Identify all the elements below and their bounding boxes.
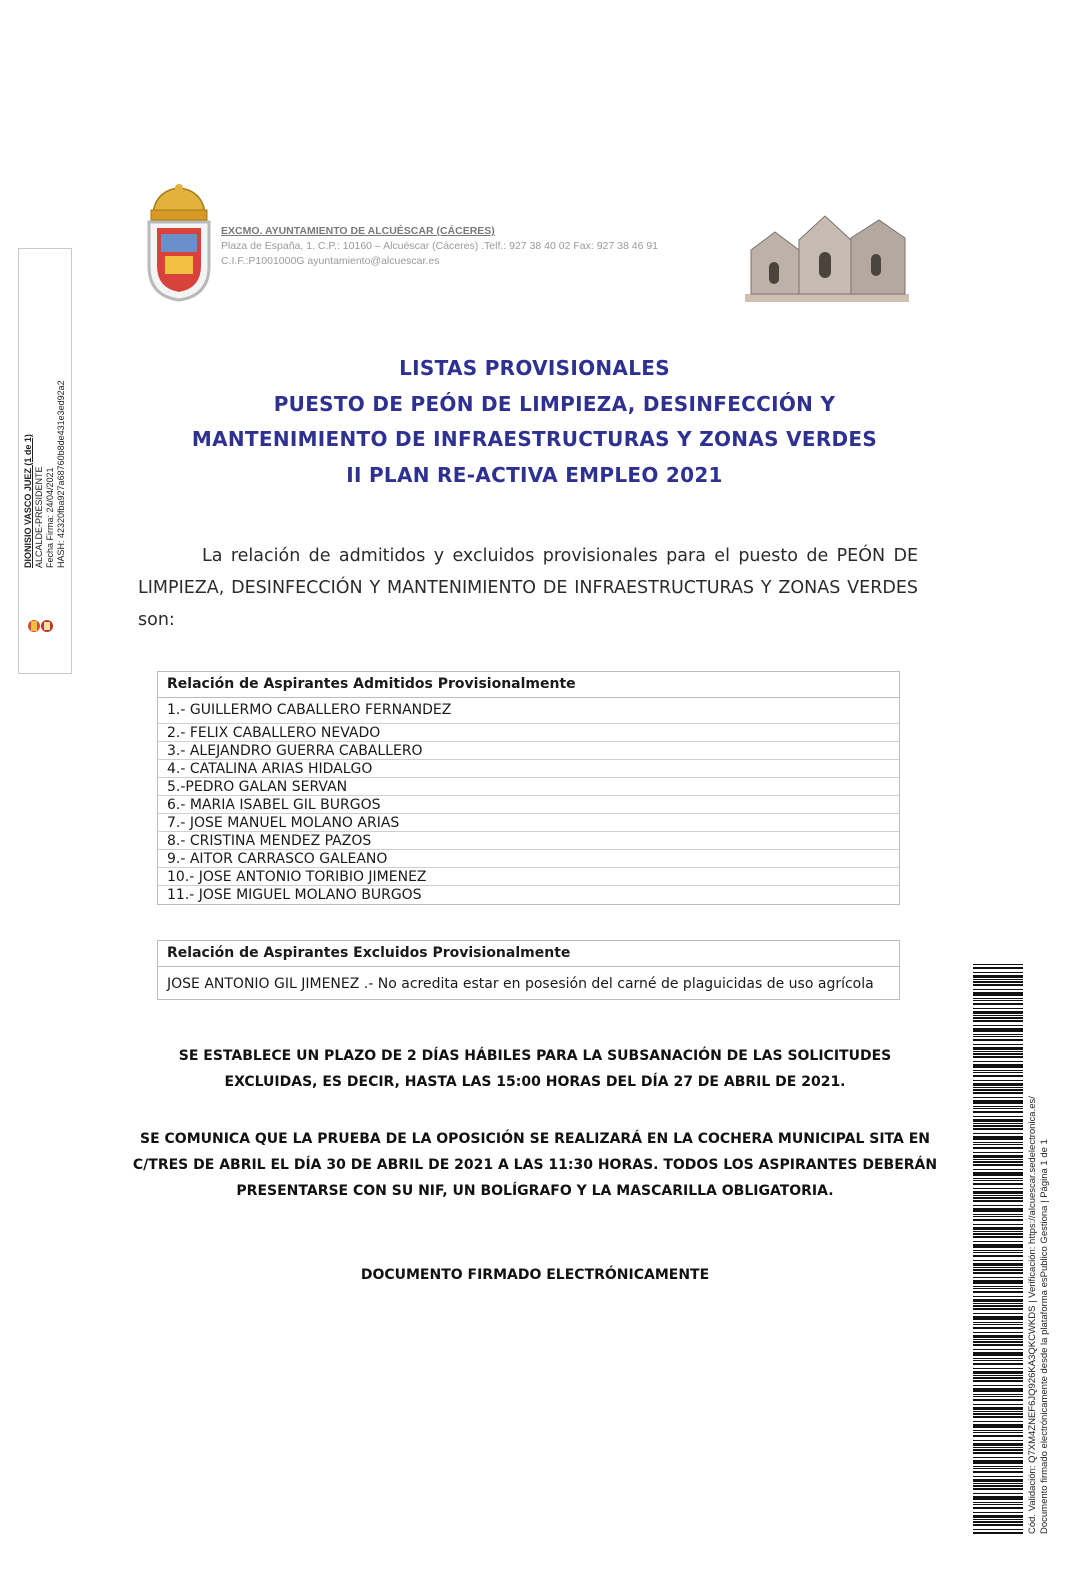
table-row: 1.- GUILLERMO CABALLERO FERNANDEZ [158,698,899,724]
barcode-bar [973,1363,1023,1365]
barcode-bar [973,1421,1023,1422]
barcode-bar [973,1111,1023,1113]
barcode-bar [973,1291,1023,1293]
barcode-bar [973,1380,1023,1382]
barcode-bar [973,1424,1023,1428]
admitted-table-header: Relación de Aspirantes Admitidos Provisionalmente [158,672,899,698]
title-line-2: PUESTO DE PEÓN DE LIMPIEZA, DESINFECCIÓN Y [273,392,836,416]
barcode-bar [973,1061,1023,1062]
barcode-bar [973,1280,1023,1284]
barcode-bar [973,1432,1023,1433]
barcode-bar [973,1507,1023,1509]
admitted-table [157,671,900,905]
barcode-bar [973,1375,1023,1376]
table-row: JOSE ANTONIO GIL JIMENEZ .- No acredita estar en posesión del carné de plaguicidas de uso agrícola [167,976,874,992]
barcode-bar [973,1053,1023,1055]
barcode-bar [973,1020,1023,1022]
barcode-bar [973,1169,1023,1170]
barcode-bar [973,1159,1023,1160]
barcode-bar [973,1308,1023,1310]
barcode-bar [973,1123,1023,1124]
exam-notice: SE COMUNICA QUE LA PRUEBA DE LA OPOSICIÓN SE REALIZARÁ EN LA COCHERA MUNICIPAL SITA EN C/TRES DE ABRIL EL DÍA 30 DE ABRIL DE 2021 A LAS 11:30 HORAS. TODOS LOS ASPIRANTES DEBERÁN PRESENTARSE CON SU NIF, UN BOLÍGRAFO Y LA MASCARILLA OBLIGATORIA. [132,1131,938,1199]
deadline-notice: SE ESTABLECE UN PLAZO DE 2 DÍAS HÁBILES PARA LA SUBSANACIÓN DE LAS SOLICITUDES EXCLUIDAS, ES DECIR, HASTA LAS 15:00 HORAS DEL DÍA 27 DE ABRIL DE 2021. [178,1048,892,1090]
barcode-bar [973,1377,1023,1379]
barcode-bar [973,1003,1023,1005]
barcode-bar [973,1299,1023,1302]
table-row: 8.- CRISTINA MENDEZ PAZOS [158,832,899,850]
barcode-bar [973,1449,1023,1451]
barcode-bar [973,1267,1023,1268]
title-line-3: MANTENIMIENTO DE INFRAESTRUCTURAS Y ZONAS VERDES [191,427,878,451]
organization-cif: C.I.F.:P1001000G ayuntamiento@alcuescar.es [221,255,440,267]
barcode-bar [973,1125,1023,1127]
barcode-bar [973,1447,1023,1448]
barcode-bar [973,1119,1023,1122]
barcode-bar [973,1416,1023,1418]
barcode-bar [973,981,1023,983]
signed-notice: DOCUMENTO FIRMADO ELECTRÓNICAMENTE [360,1267,710,1283]
barcode-bar [973,1036,1023,1037]
barcode-bar [973,1440,1023,1441]
barcode-bar [973,1097,1023,1098]
barcode-bar [973,1155,1023,1158]
barcode-bar [973,1208,1023,1212]
coat-of-arms-icon [143,182,215,308]
barcode-bar [973,1216,1023,1217]
barcode-bar [973,1172,1023,1176]
barcode-bar [973,1161,1023,1163]
barcode-bar [973,1443,1023,1446]
stamp-date: Fecha Firma: 24/04/2021 [45,467,55,568]
title-line-1: LISTAS PROVISIONALES [399,356,670,380]
table-row: 4.- CATALINA ARIAS HIDALGO [158,760,899,778]
barcode-bar [973,1504,1023,1505]
barcode-bar [973,1231,1023,1232]
barcode-bar [973,1072,1023,1073]
barcode-bar [973,1358,1023,1359]
intro-text: La relación de admitidos y excluidos provisionales para el puesto de PEÓN DE LIMPIEZA, DESINFECCIÓN Y MANTENIMIENTO DE INFRAESTRUCTURAS Y ZONAS VERDES son: [138,546,918,630]
barcode-bar [973,1466,1023,1467]
barcode-bar [973,1255,1023,1257]
barcode-bar [973,1324,1023,1325]
barcode-bar [973,1039,1023,1041]
barcode-bar [973,1028,1023,1032]
barcode-bar [973,984,1023,986]
barcode-bar [973,1106,1023,1107]
barcode-bar [973,1430,1023,1431]
barcode-bar [973,1044,1023,1045]
barcode-bar [973,1385,1023,1386]
barcode-bar [973,1195,1023,1196]
barcode-bar [973,1371,1023,1374]
barcode-bar [973,1070,1023,1071]
barcode-bar [973,1488,1023,1490]
barcode-bar [973,1047,1023,1050]
barcode-bar [973,979,1023,980]
barcode-bar [973,1241,1023,1242]
barcode-bar [973,1435,1023,1437]
barcode-bar [973,1313,1023,1314]
excluded-table-header: Relación de Aspirantes Excluidos Provisionalmente [158,941,899,967]
barcode-bar [973,1015,1023,1016]
barcode-bar [973,1200,1023,1202]
barcode-bar [973,1183,1023,1185]
barcode-bar [973,1233,1023,1235]
barcode-bar [973,1080,1023,1081]
barcode-bar [973,1197,1023,1199]
table-row: 2.- FELIX CABALLERO NEVADO [158,724,899,742]
barcode-bar [973,1476,1023,1477]
barcode-bar [973,1404,1023,1405]
barcode-bar [973,1142,1023,1143]
barcode-bar [973,1152,1023,1153]
barcode-bar [973,1468,1023,1469]
barcode-bar [973,1396,1023,1397]
barcode-bar [973,964,1023,965]
barcode-bar [973,1512,1023,1513]
barcode-bar [973,1460,1023,1464]
barcode-bar [973,1011,1023,1014]
barcode-bar [973,1485,1023,1487]
barcode-bar [973,1224,1023,1225]
barcode-bar [973,1368,1023,1369]
barcode-bar [973,1493,1023,1494]
barcode-bar [973,1339,1023,1340]
barcode-bar [973,1075,1023,1077]
table-row: 11.- JOSE MIGUEL MOLANO BURGOS [167,887,422,903]
barcode-bar [973,1327,1023,1329]
barcode-bar [973,1288,1023,1289]
barcode-bar [973,1219,1023,1221]
barcode-bar [973,1341,1023,1343]
barcode-bar [973,1025,1023,1026]
barcode-bar [973,1092,1023,1094]
barcode-bar [973,1316,1023,1320]
barcode-bar [973,1147,1023,1149]
table-row: 7.- JOSE MANUEL MOLANO ARIAS [158,814,899,832]
verification-text [1027,1014,1051,1534]
barcode-bar [973,1344,1023,1346]
table-row: 10.- JOSE ANTONIO TORIBIO JIMENEZ [158,868,899,886]
barcode-bar [973,1322,1023,1323]
barcode-bar [973,1263,1023,1266]
barcode-bar [973,1388,1023,1392]
stamp-role: ALCALDE-PRESIDENTE [34,466,44,568]
barcode-bar [973,1521,1023,1523]
barcode-bar [973,1529,1023,1530]
barcode-bar [973,1191,1023,1194]
barcode-bar [973,1116,1023,1117]
table-row: 9.- AITOR CARRASCO GALEANO [158,850,899,868]
barcode-bar [973,1483,1023,1484]
barcode-bar [973,1303,1023,1304]
barcode-bar [973,972,1023,973]
barcode-bar [973,1133,1023,1134]
barcode-bar [973,1260,1023,1261]
verification-line-2: Documento firmado electrónicamente desde la plataforma esPublico Gestiona | Página 1 de 1 [1039,1139,1050,1534]
barcode-bar [973,1180,1023,1181]
barcode-bar [973,1100,1023,1104]
barcode-bar [973,992,1023,996]
barcode-bar [973,1000,1023,1001]
barcode-bar [973,1269,1023,1271]
barcode-bar [973,1051,1023,1052]
barcode-bar [973,1277,1023,1278]
letterhead [221,224,658,269]
barcode-bar [973,1188,1023,1189]
barcode-bar [973,1087,1023,1088]
barcode-bar [973,1214,1023,1215]
barcode-bar [973,1335,1023,1338]
barcode-bar [973,1496,1023,1500]
barcode-bar [973,1227,1023,1230]
barcode-bar [973,1394,1023,1395]
barcode-bar [973,998,1023,999]
barcode-bar [973,1471,1023,1473]
barcode-bar [973,1332,1023,1333]
barcode-bar [973,1296,1023,1297]
barcode-bar [973,1519,1023,1520]
barcode-bar [973,1352,1023,1356]
table-row: 3.- ALEJANDRO GUERRA CABALLERO [158,742,899,760]
stamp-signer: DIONISIO VASCO JUEZ (1 de 1) [23,434,33,568]
barcode-bar [973,1286,1023,1287]
barcode-bar [973,1128,1023,1130]
barcode-bar [973,1502,1023,1503]
barcode-bar [973,1452,1023,1454]
organization-name: EXCMO. AYUNTAMIENTO DE ALCUÉSCAR (CÁCERES) [221,225,495,237]
barcode-icon [973,964,1023,1534]
barcode-bar [973,1244,1023,1248]
title-line-4: II PLAN RE-ACTIVA EMPLEO 2021 [346,463,723,487]
barcode-bar [973,1515,1023,1518]
barcode-bar [973,1089,1023,1091]
barcode-bar [973,1205,1023,1206]
seal-icon [26,618,56,638]
barcode-bar [973,967,1023,969]
verification-line-1: Cód. Validación: Q7XM4ZNEF6JQ926KA3QKCWKDS | Verificación: https://alcuescar.sedelectronica.es/ [1027,1096,1038,1534]
barcode-bar [973,1532,1023,1534]
barcode-bar [973,1252,1023,1253]
barcode-bar [973,1413,1023,1415]
barcode-bar [973,1017,1023,1019]
barcode-bar [973,1144,1023,1145]
church-icon [745,210,909,306]
barcode-bar [973,1056,1023,1058]
barcode-bar [973,1411,1023,1412]
barcode-bar [973,1083,1023,1086]
barcode-bar [973,1272,1023,1274]
barcode-bar [973,1164,1023,1166]
barcode-bar [973,1305,1023,1307]
barcode-bar [973,1479,1023,1482]
organization-address: Plaza de España, 1. C.P.: 10160 – Alcuéscar (Cáceres) .Telf.: 927 38 40 02 Fax: 927 38 46 91 [221,240,659,252]
barcode-bar [973,1457,1023,1458]
barcode-bar [973,1349,1023,1350]
barcode-bar [973,1407,1023,1410]
table-row: 6.- MARIA ISABEL GIL BURGOS [158,796,899,814]
barcode-bar [973,975,1023,978]
barcode-bar [973,1064,1023,1068]
intro-paragraph [138,540,918,636]
barcode-bar [973,989,1023,990]
barcode-bar [973,1178,1023,1179]
barcode-bar [973,1236,1023,1238]
barcode-bar [973,1524,1023,1526]
barcode-bar [973,1360,1023,1361]
barcode-bar [973,1250,1023,1251]
barcode-bar [973,1399,1023,1401]
table-row: 5.-PEDRO GALAN SERVAN [158,778,899,796]
stamp-hash: HASH: 42320fba927a68760b8de431e3ed92a2 [56,380,66,568]
barcode-bar [973,1034,1023,1035]
barcode-bar [973,1108,1023,1109]
barcode-bar [973,1008,1023,1009]
barcode-bar [973,1136,1023,1140]
excluded-table [157,940,900,1000]
